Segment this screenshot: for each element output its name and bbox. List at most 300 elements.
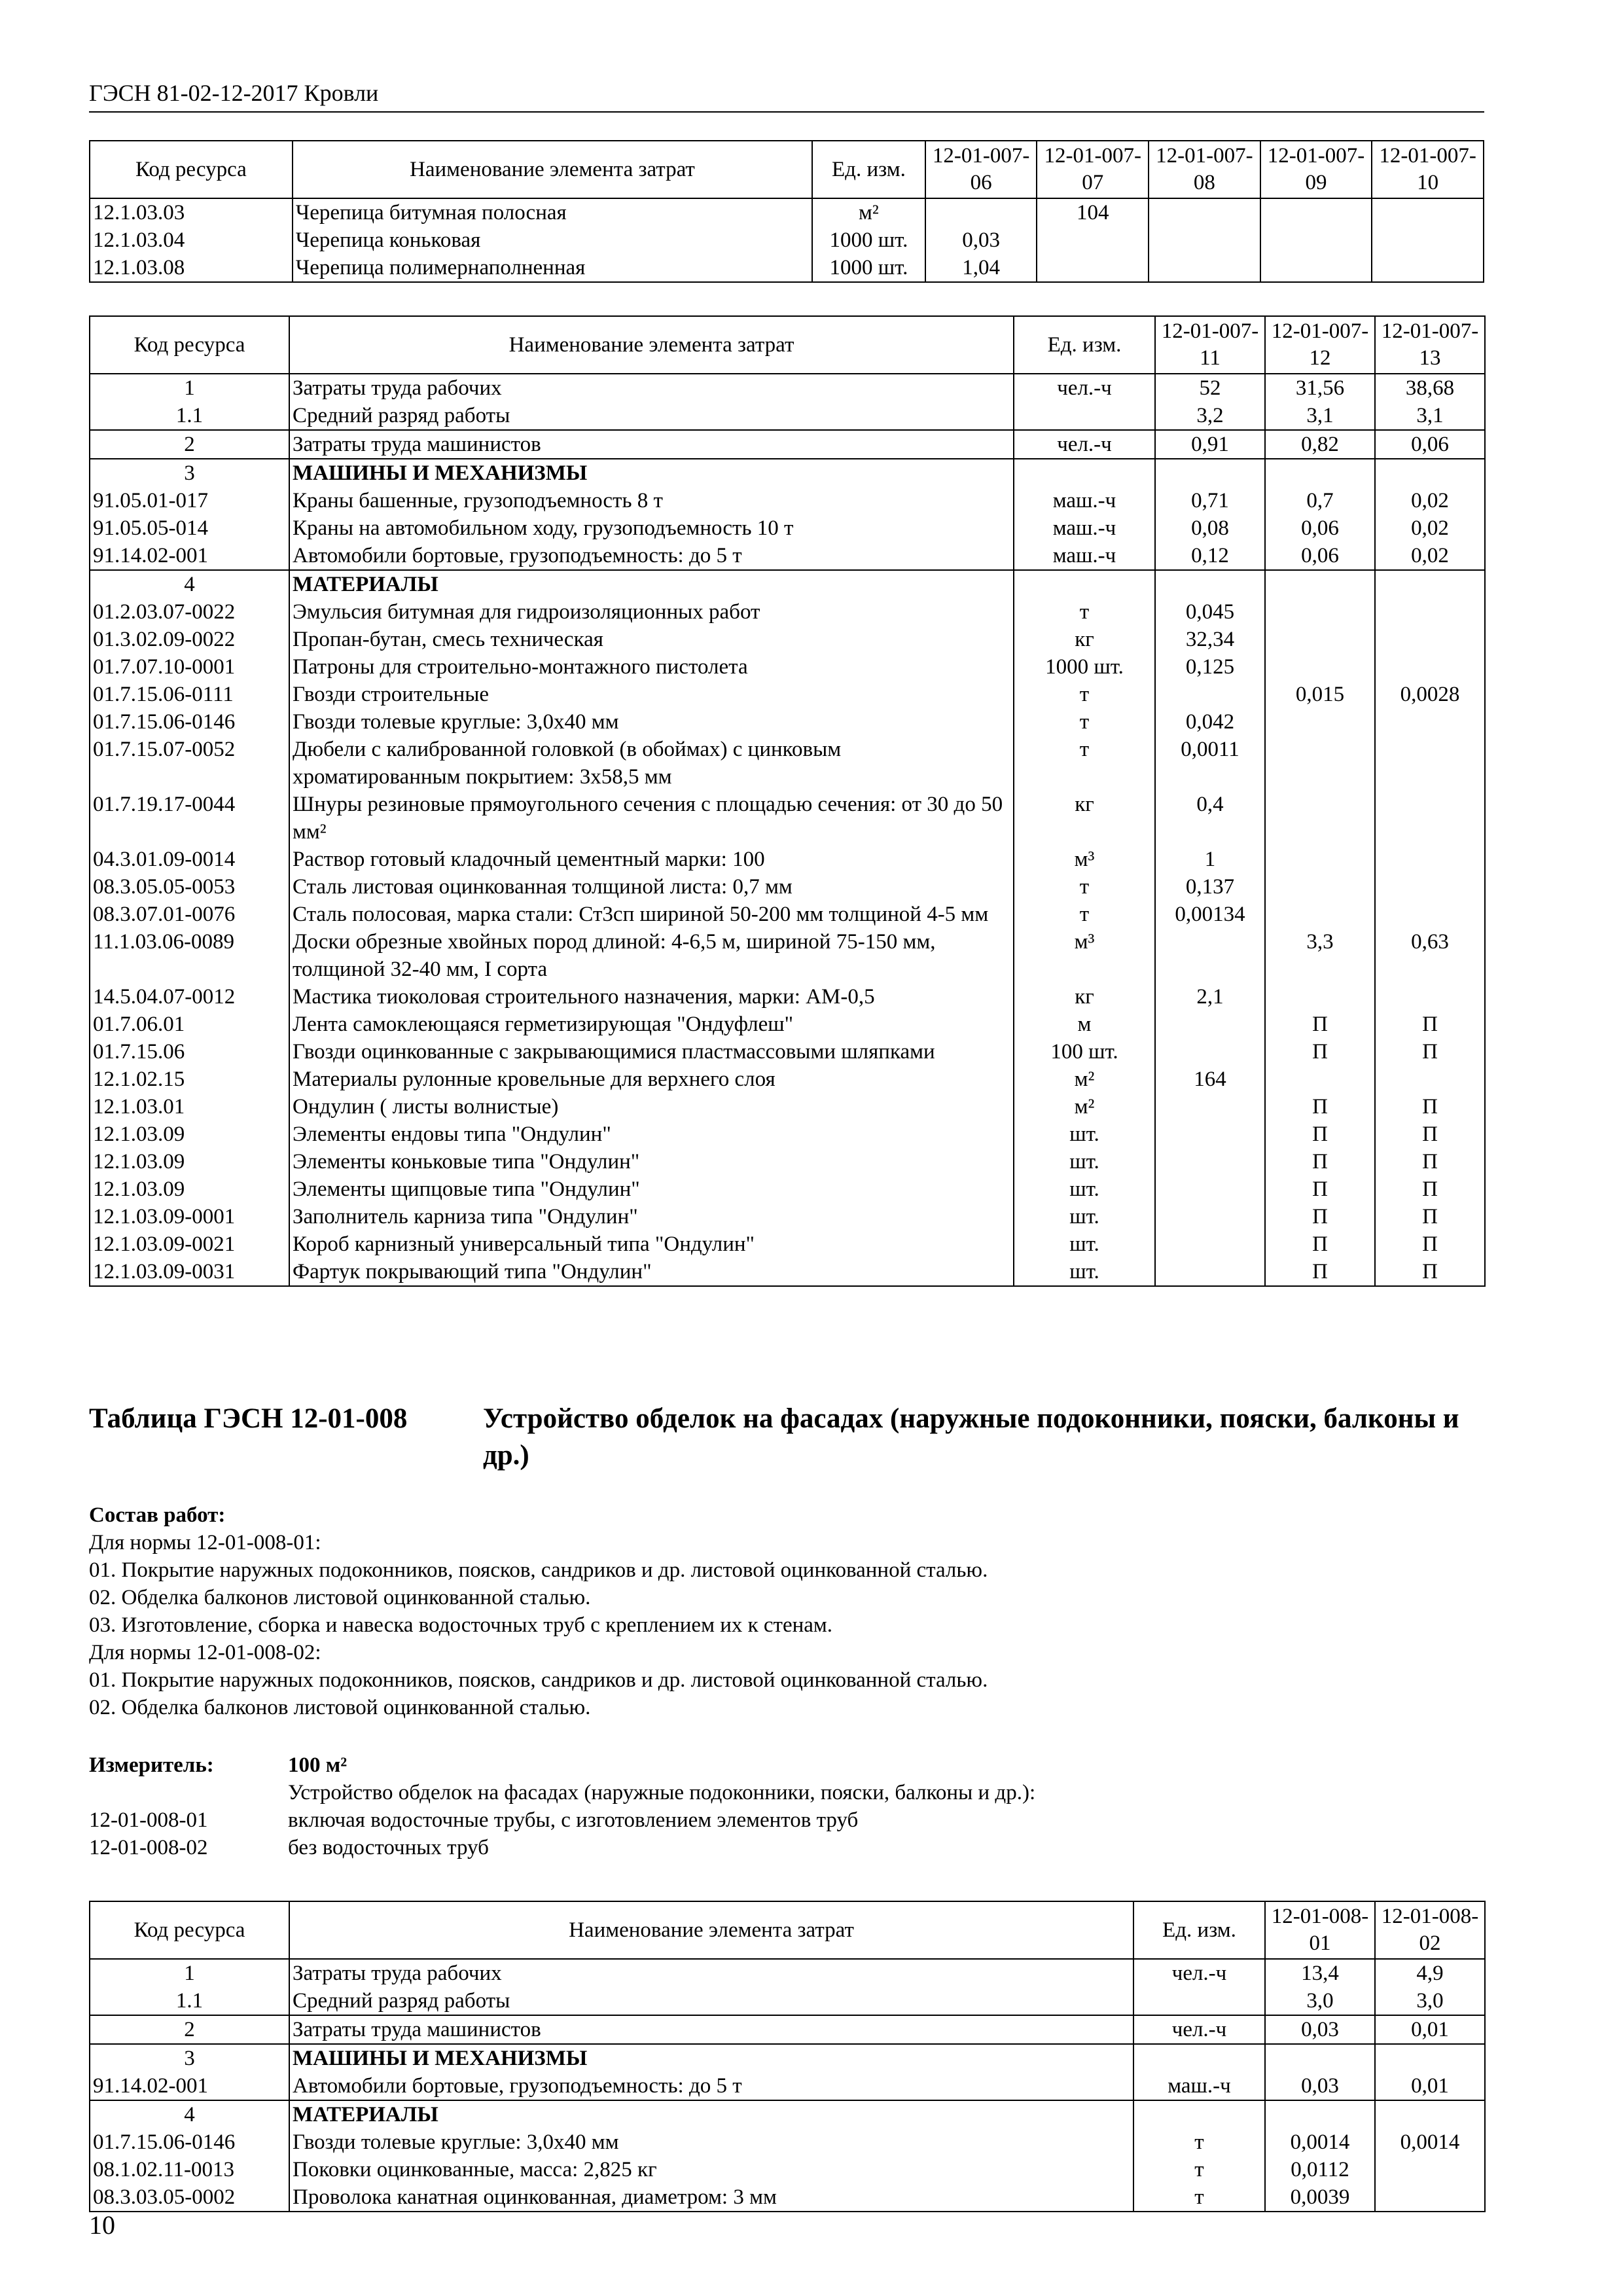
norm-value bbox=[1155, 928, 1265, 983]
table-row bbox=[90, 198, 1484, 226]
table-row bbox=[90, 2100, 1485, 2128]
norm-value bbox=[1265, 459, 1375, 487]
unit bbox=[1133, 1987, 1265, 2015]
cost-element-name: Лента самоклеющаяся герметизирующая "Ондуфлеш" bbox=[289, 1011, 1014, 1038]
norm-value: П bbox=[1265, 1203, 1375, 1230]
table-row bbox=[90, 1987, 1485, 2015]
page-header bbox=[89, 77, 1484, 113]
norm-value bbox=[1155, 1258, 1265, 1286]
resource-code: 08.3.05.05-0053 bbox=[90, 873, 289, 901]
norm-value: П bbox=[1265, 1093, 1375, 1121]
norm-value bbox=[1265, 846, 1375, 873]
norm-value: 0,03 bbox=[1265, 2015, 1375, 2044]
unit: 1000 шт. bbox=[812, 226, 925, 254]
resource-code: 1.1 bbox=[90, 402, 289, 430]
table-row bbox=[90, 374, 1485, 402]
table-number: Таблица ГЭСН 12-01-008 bbox=[89, 1403, 408, 1434]
norm-value bbox=[1375, 901, 1485, 928]
unit: чел.-ч bbox=[1014, 374, 1155, 402]
resource-code: 12.1.03.04 bbox=[90, 226, 293, 254]
resource-code: 01.7.15.06-0111 bbox=[90, 681, 289, 708]
norm-value bbox=[1265, 626, 1375, 653]
resource-code: 12.1.03.09-0001 bbox=[90, 1203, 289, 1230]
cost-element-name: МАТЕРИАЛЫ bbox=[289, 2100, 1133, 2128]
cost-element-name: Затраты труда машинистов bbox=[289, 430, 1014, 459]
resource-code: 3 bbox=[90, 2044, 289, 2072]
norm-value: П bbox=[1375, 1203, 1485, 1230]
resource-code: 01.7.15.06 bbox=[90, 1038, 289, 1066]
table-row bbox=[90, 2183, 1485, 2212]
norm-value: 0,06 bbox=[1375, 430, 1485, 459]
resource-code: 11.1.03.06-0089 bbox=[90, 928, 289, 983]
table-row bbox=[90, 1230, 1485, 1258]
unit: т bbox=[1133, 2183, 1265, 2212]
norm-value: 0,0014 bbox=[1265, 2128, 1375, 2156]
table-row bbox=[90, 2072, 1485, 2100]
resource-code: 01.7.07.10-0001 bbox=[90, 653, 289, 681]
norm-value: П bbox=[1375, 1148, 1485, 1175]
norm-value: 0,02 bbox=[1375, 542, 1485, 570]
cost-element-name: Проволока канатная оцинкованная, диаметром: 3 мм bbox=[289, 2183, 1133, 2212]
cost-element-name: Черепица битумная полосная bbox=[293, 198, 812, 226]
norm-value bbox=[1375, 570, 1485, 598]
table-row bbox=[90, 1066, 1485, 1093]
work-line: 01. Покрытие наружных подоконников, поясков, сандриков и др. листовой оцинкованной сталью. bbox=[89, 1668, 988, 1692]
unit: т bbox=[1014, 901, 1155, 928]
norm-value: П bbox=[1265, 1148, 1375, 1175]
column-header: 12-01-007-13 bbox=[1375, 316, 1485, 374]
norm-value bbox=[1155, 1175, 1265, 1203]
column-header: Код ресурса bbox=[90, 141, 293, 198]
column-header: Код ресурса bbox=[90, 1901, 289, 1959]
norm-value bbox=[1375, 1066, 1485, 1093]
unit: кг bbox=[1014, 626, 1155, 653]
norm-value: 0,02 bbox=[1375, 487, 1485, 514]
resource-code: 12.1.03.09-0021 bbox=[90, 1230, 289, 1258]
norm-value bbox=[1260, 254, 1372, 282]
table-row bbox=[90, 736, 1485, 791]
unit: м bbox=[1014, 1011, 1155, 1038]
work-line: 02. Обделка балконов листовой оцинкованной сталью. bbox=[89, 1696, 591, 1719]
norm-value: 0,01 bbox=[1375, 2072, 1485, 2100]
norm-value bbox=[1155, 681, 1265, 708]
cost-element-name: Черепица полимернаполненная bbox=[293, 254, 812, 282]
unit: 100 шт. bbox=[1014, 1038, 1155, 1066]
norm-value: 104 bbox=[1037, 198, 1149, 226]
cost-element-name: Автомобили бортовые, грузоподъемность: до 5 т bbox=[289, 542, 1014, 570]
norm-value: П bbox=[1375, 1038, 1485, 1066]
cost-element-name: Патроны для строительно-монтажного пистолета bbox=[289, 653, 1014, 681]
work-line: 03. Изготовление, сборка и навеска водосточных труб с креплением их к стенам. bbox=[89, 1613, 833, 1637]
norm-value bbox=[1155, 1148, 1265, 1175]
cost-element-name: Гвозди толевые круглые: 3,0x40 мм bbox=[289, 2128, 1133, 2156]
table-name: Устройство обделок на фасадах (наружные подоконники, пояски, балконы и др.) bbox=[483, 1403, 1459, 1471]
resource-code: 12.1.03.09 bbox=[90, 1121, 289, 1148]
unit: чел.-ч bbox=[1133, 1959, 1265, 1987]
table-row bbox=[90, 1148, 1485, 1175]
unit: чел.-ч bbox=[1014, 430, 1155, 459]
table-row bbox=[90, 570, 1485, 598]
norm-value bbox=[1155, 1121, 1265, 1148]
unit: 1000 шт. bbox=[812, 254, 925, 282]
cost-element-name: Краны на автомобильном ходу, грузоподъемность 10 т bbox=[289, 514, 1014, 542]
column-header: Ед. изм. bbox=[1133, 1901, 1265, 1959]
cost-element-name: Краны башенные, грузоподъемность 8 т bbox=[289, 487, 1014, 514]
norm-value: 0,0112 bbox=[1265, 2156, 1375, 2183]
norm-value bbox=[1375, 846, 1485, 873]
norm-value: 0,06 bbox=[1265, 542, 1375, 570]
norm-value bbox=[1265, 873, 1375, 901]
norm-value bbox=[1265, 598, 1375, 626]
cost-element-name: Поковки оцинкованные, масса: 2,825 кг bbox=[289, 2156, 1133, 2183]
resource-code: 12.1.03.01 bbox=[90, 1093, 289, 1121]
resource-code: 4 bbox=[90, 2100, 289, 2128]
work-line: 02. Обделка балконов листовой оцинкованной сталью. bbox=[89, 1586, 591, 1609]
cost-element-name: Пропан-бутан, смесь техническая bbox=[289, 626, 1014, 653]
norm-value: 13,4 bbox=[1265, 1959, 1375, 1987]
cost-element-name: Средний разряд работы bbox=[289, 402, 1014, 430]
norm-value bbox=[1155, 1093, 1265, 1121]
cost-element-name: Материалы рулонные кровельные для верхнего слоя bbox=[289, 1066, 1014, 1093]
resource-code: 3 bbox=[90, 459, 289, 487]
norm-value: 0,82 bbox=[1265, 430, 1375, 459]
norm-value bbox=[1260, 226, 1372, 254]
norm-value: 0,08 bbox=[1155, 514, 1265, 542]
cost-element-name: Эмульсия битумная для гидроизоляционных работ bbox=[289, 598, 1014, 626]
norm-value bbox=[1375, 2100, 1485, 2128]
norm-value: П bbox=[1265, 1230, 1375, 1258]
unit bbox=[1014, 459, 1155, 487]
norm-value bbox=[1375, 736, 1485, 791]
unit: т bbox=[1014, 681, 1155, 708]
cost-element-name: Сталь листовая оцинкованная толщиной листа: 0,7 мм bbox=[289, 873, 1014, 901]
norm-value: П bbox=[1375, 1230, 1485, 1258]
column-header: Ед. изм. bbox=[812, 141, 925, 198]
table-row bbox=[90, 2156, 1485, 2183]
cost-element-name: Затраты труда рабочих bbox=[289, 1959, 1133, 1987]
table-row bbox=[90, 901, 1485, 928]
table-row bbox=[90, 928, 1485, 983]
norm-value: 1 bbox=[1155, 846, 1265, 873]
resource-code: 01.2.03.07-0022 bbox=[90, 598, 289, 626]
unit: маш.-ч bbox=[1014, 542, 1155, 570]
norm-value bbox=[1375, 459, 1485, 487]
norm-value bbox=[1265, 570, 1375, 598]
resource-code: 12.1.03.09-0031 bbox=[90, 1258, 289, 1286]
resource-code: 01.3.02.09-0022 bbox=[90, 626, 289, 653]
resource-code: 01.7.15.07-0052 bbox=[90, 736, 289, 791]
resource-code: 12.1.03.09 bbox=[90, 1148, 289, 1175]
norm-value: П bbox=[1375, 1175, 1485, 1203]
norm-value bbox=[1155, 1011, 1265, 1038]
column-header: Код ресурса bbox=[90, 316, 289, 374]
resource-code: 01.7.15.06-0146 bbox=[90, 2128, 289, 2156]
unit: м³ bbox=[1014, 928, 1155, 983]
norm-value: 0,91 bbox=[1155, 430, 1265, 459]
resource-code: 2 bbox=[90, 2015, 289, 2044]
resource-code: 12.1.03.03 bbox=[90, 198, 293, 226]
table-row bbox=[90, 2015, 1485, 2044]
resource-code: 91.05.05-014 bbox=[90, 514, 289, 542]
resource-code: 01.7.06.01 bbox=[90, 1011, 289, 1038]
norm-value: 3,0 bbox=[1265, 1987, 1375, 2015]
norm-value: 0,06 bbox=[1265, 514, 1375, 542]
resource-code: 91.14.02-001 bbox=[90, 2072, 289, 2100]
table-row bbox=[90, 846, 1485, 873]
norm-value: 0,125 bbox=[1155, 653, 1265, 681]
resource-code: 1 bbox=[90, 374, 289, 402]
table-row bbox=[90, 598, 1485, 626]
cost-element-name: Сталь полосовая, марка стали: Ст3сп шириной 50-200 мм толщиной 4-5 мм bbox=[289, 901, 1014, 928]
norm-value bbox=[1149, 226, 1260, 254]
norm-value: 0,00134 bbox=[1155, 901, 1265, 928]
norm-value: 2,1 bbox=[1155, 983, 1265, 1011]
resource-code: 4 bbox=[90, 570, 289, 598]
cost-element-name: Дюбели с калиброванной головкой (в обоймах) с цинковым хроматированным покрытием: 3x58,5 мм bbox=[289, 736, 1014, 791]
unit: шт. bbox=[1014, 1258, 1155, 1286]
column-header: 12-01-007-07 bbox=[1037, 141, 1149, 198]
norm-value: 0,63 bbox=[1375, 928, 1485, 983]
norm-value bbox=[1037, 254, 1149, 282]
column-header: 12-01-007-10 bbox=[1372, 141, 1484, 198]
column-header: 12-01-008-02 bbox=[1375, 1901, 1485, 1959]
norm-value: 164 bbox=[1155, 1066, 1265, 1093]
norm-value: 31,56 bbox=[1265, 374, 1375, 402]
cost-element-name: Черепица коньковая bbox=[293, 226, 812, 254]
norm-value: П bbox=[1265, 1011, 1375, 1038]
norm-value: 0,0039 bbox=[1265, 2183, 1375, 2212]
cost-element-name: Фартук покрывающий типа "Ондулин" bbox=[289, 1258, 1014, 1286]
norm-value bbox=[1375, 2183, 1485, 2212]
column-header: Ед. изм. bbox=[1014, 316, 1155, 374]
norm-value: 0,12 bbox=[1155, 542, 1265, 570]
resource-code: 08.3.07.01-0076 bbox=[90, 901, 289, 928]
work-line: Для нормы 12-01-008-01: bbox=[89, 1531, 321, 1554]
unit: м² bbox=[1014, 1066, 1155, 1093]
column-header: Наименование элемента затрат bbox=[293, 141, 812, 198]
column-header: 12-01-007-09 bbox=[1260, 141, 1372, 198]
cost-element-name: Элементы коньковые типа "Ондулин" bbox=[289, 1148, 1014, 1175]
norm-value bbox=[1375, 791, 1485, 846]
cost-element-name: Гвозди строительные bbox=[289, 681, 1014, 708]
norm-code: 12-01-008-01 bbox=[89, 1808, 208, 1832]
norm-value: 0,042 bbox=[1155, 708, 1265, 736]
measurement-block bbox=[89, 1751, 1484, 1861]
table-row bbox=[90, 1203, 1485, 1230]
resource-code: 1.1 bbox=[90, 1987, 289, 2015]
norm-value: П bbox=[1375, 1093, 1485, 1121]
norm-value: 0,4 bbox=[1155, 791, 1265, 846]
unit: маш.-ч bbox=[1014, 514, 1155, 542]
norm-value: 0,02 bbox=[1375, 514, 1485, 542]
norm-value bbox=[1149, 198, 1260, 226]
work-line: 01. Покрытие наружных подоконников, поясков, сандриков и др. листовой оцинкованной сталью. bbox=[89, 1558, 988, 1582]
cost-element-name: Затраты труда рабочих bbox=[289, 374, 1014, 402]
resource-table-007-06-10 bbox=[89, 140, 1484, 283]
work-line: Для нормы 12-01-008-02: bbox=[89, 1641, 321, 1664]
unit: маш.-ч bbox=[1014, 487, 1155, 514]
norm-value: 0,03 bbox=[1265, 2072, 1375, 2100]
norm-value bbox=[1155, 1203, 1265, 1230]
norm-value: 0,0014 bbox=[1375, 2128, 1485, 2156]
unit: шт. bbox=[1014, 1203, 1155, 1230]
norm-value: 3,1 bbox=[1375, 402, 1485, 430]
norm-value: 3,3 bbox=[1265, 928, 1375, 983]
cost-element-name: Элементы щипцовые типа "Ондулин" bbox=[289, 1175, 1014, 1203]
cost-element-name: Шнуры резиновые прямоугольного сечения с площадью сечения: от 30 до 50 мм² bbox=[289, 791, 1014, 846]
unit: шт. bbox=[1014, 1148, 1155, 1175]
unit: кг bbox=[1014, 983, 1155, 1011]
cost-element-name: МАШИНЫ И МЕХАНИЗМЫ bbox=[289, 459, 1014, 487]
work-composition bbox=[89, 1501, 988, 1721]
norm-value: П bbox=[1375, 1121, 1485, 1148]
norm-value: П bbox=[1265, 1175, 1375, 1203]
norm-value: П bbox=[1265, 1121, 1375, 1148]
table-row bbox=[90, 1175, 1485, 1203]
norm-value: 0,015 bbox=[1265, 681, 1375, 708]
unit: т bbox=[1133, 2156, 1265, 2183]
norm-value: 0,7 bbox=[1265, 487, 1375, 514]
unit bbox=[1133, 2044, 1265, 2072]
resource-code: 12.1.03.09 bbox=[90, 1175, 289, 1203]
resource-code: 14.5.04.07-0012 bbox=[90, 983, 289, 1011]
unit: т bbox=[1133, 2128, 1265, 2156]
table-row bbox=[90, 430, 1485, 459]
resource-code: 01.7.19.17-0044 bbox=[90, 791, 289, 846]
norm-value bbox=[1265, 983, 1375, 1011]
resource-code: 91.14.02-001 bbox=[90, 542, 289, 570]
norm-value bbox=[1375, 708, 1485, 736]
table-row bbox=[90, 1011, 1485, 1038]
table-row bbox=[90, 542, 1485, 570]
table-row bbox=[90, 402, 1485, 430]
norm-value bbox=[1265, 736, 1375, 791]
resource-code: 91.05.01-017 bbox=[90, 487, 289, 514]
meter-label: Измеритель: bbox=[89, 1753, 214, 1777]
norm-value: 3,1 bbox=[1265, 402, 1375, 430]
table-row bbox=[90, 681, 1485, 708]
unit: чел.-ч bbox=[1133, 2015, 1265, 2044]
unit: т bbox=[1014, 873, 1155, 901]
resource-code: 1 bbox=[90, 1959, 289, 1987]
norm-value bbox=[1375, 983, 1485, 1011]
page-number: 10 bbox=[89, 2210, 115, 2240]
norm-value bbox=[1375, 653, 1485, 681]
cost-element-name: Короб карнизный универсальный типа "Ондулин" bbox=[289, 1230, 1014, 1258]
unit: м² bbox=[812, 198, 925, 226]
unit bbox=[1014, 402, 1155, 430]
norm-value: 52 bbox=[1155, 374, 1265, 402]
header-title: ГЭСН 81-02-12-2017 Кровли bbox=[89, 80, 379, 106]
norm-value: 0,045 bbox=[1155, 598, 1265, 626]
norm-value: 1,04 bbox=[925, 254, 1037, 282]
norm-value bbox=[925, 198, 1037, 226]
resource-code: 08.1.02.11-0013 bbox=[90, 2156, 289, 2183]
norm-value bbox=[1037, 226, 1149, 254]
norm-code: 12-01-008-02 bbox=[89, 1836, 208, 1859]
unit: шт. bbox=[1014, 1230, 1155, 1258]
norm-value bbox=[1155, 1230, 1265, 1258]
norm-value bbox=[1149, 254, 1260, 282]
unit: шт. bbox=[1014, 1175, 1155, 1203]
norm-value bbox=[1375, 626, 1485, 653]
work-heading: Состав работ: bbox=[89, 1503, 226, 1527]
norm-value: 0,0028 bbox=[1375, 681, 1485, 708]
column-header: 12-01-008-01 bbox=[1265, 1901, 1375, 1959]
norm-value bbox=[1260, 198, 1372, 226]
cost-element-name: Доски обрезные хвойных пород длиной: 4-6,5 м, шириной 75-150 мм, толщиной 32-40 мм, I сорта bbox=[289, 928, 1014, 983]
unit: м² bbox=[1014, 1093, 1155, 1121]
norm-value bbox=[1375, 873, 1485, 901]
column-header: 12-01-007-06 bbox=[925, 141, 1037, 198]
norm-value: 32,34 bbox=[1155, 626, 1265, 653]
norm-value bbox=[1265, 901, 1375, 928]
norm-value bbox=[1265, 653, 1375, 681]
table-row bbox=[90, 983, 1485, 1011]
norm-value bbox=[1155, 459, 1265, 487]
resource-code: 01.7.15.06-0146 bbox=[90, 708, 289, 736]
cost-element-name: Автомобили бортовые, грузоподъемность: до 5 т bbox=[289, 2072, 1133, 2100]
norm-value: 3,2 bbox=[1155, 402, 1265, 430]
norm-value: П bbox=[1265, 1038, 1375, 1066]
norm-value bbox=[1265, 708, 1375, 736]
unit: т bbox=[1014, 736, 1155, 791]
meter-value: 100 м² bbox=[288, 1753, 348, 1777]
unit bbox=[1014, 570, 1155, 598]
norm-value: 0,137 bbox=[1155, 873, 1265, 901]
cost-element-name: МАШИНЫ И МЕХАНИЗМЫ bbox=[289, 2044, 1133, 2072]
unit: т bbox=[1014, 708, 1155, 736]
resource-table-008 bbox=[89, 1901, 1486, 2212]
table-row bbox=[90, 2044, 1485, 2072]
column-header: Наименование элемента затрат bbox=[289, 316, 1014, 374]
cost-element-name: Гвозди оцинкованные с закрывающимися пластмассовыми шляпками bbox=[289, 1038, 1014, 1066]
meter-description: Устройство обделок на фасадах (наружные подоконники, пояски, балконы и др.): bbox=[288, 1781, 1036, 1804]
table-row bbox=[90, 791, 1485, 846]
table-row bbox=[90, 1258, 1485, 1286]
cost-element-name: Заполнитель карниза типа "Ондулин" bbox=[289, 1203, 1014, 1230]
cost-element-name: Мастика тиоколовая строительного назначения, марки: АМ-0,5 bbox=[289, 983, 1014, 1011]
resource-code: 12.1.02.15 bbox=[90, 1066, 289, 1093]
norm-value bbox=[1372, 198, 1484, 226]
table-row bbox=[90, 487, 1485, 514]
cost-element-name: Средний разряд работы bbox=[289, 1987, 1133, 2015]
table-row bbox=[90, 1038, 1485, 1066]
norm-value: 38,68 bbox=[1375, 374, 1485, 402]
unit: маш.-ч bbox=[1133, 2072, 1265, 2100]
table-row bbox=[90, 653, 1485, 681]
column-header: 12-01-007-11 bbox=[1155, 316, 1265, 374]
unit: м³ bbox=[1014, 846, 1155, 873]
cost-element-name: Раствор готовый кладочный цементный марки: 100 bbox=[289, 846, 1014, 873]
unit: кг bbox=[1014, 791, 1155, 846]
cost-element-name: МАТЕРИАЛЫ bbox=[289, 570, 1014, 598]
cost-element-name: Ондулин ( листы волнистые) bbox=[289, 1093, 1014, 1121]
table-row bbox=[90, 254, 1484, 282]
table-row bbox=[90, 626, 1485, 653]
resource-code: 08.3.03.05-0002 bbox=[90, 2183, 289, 2212]
table-row bbox=[90, 2128, 1485, 2156]
table-row bbox=[90, 226, 1484, 254]
resource-code: 04.3.01.09-0014 bbox=[90, 846, 289, 873]
column-header: 12-01-007-12 bbox=[1265, 316, 1375, 374]
resource-table-007-11-13 bbox=[89, 315, 1486, 1287]
norm-value: 4,9 bbox=[1375, 1959, 1485, 1987]
norm-value: П bbox=[1265, 1258, 1375, 1286]
resource-code: 2 bbox=[90, 430, 289, 459]
norm-value bbox=[1375, 2044, 1485, 2072]
unit: т bbox=[1014, 598, 1155, 626]
